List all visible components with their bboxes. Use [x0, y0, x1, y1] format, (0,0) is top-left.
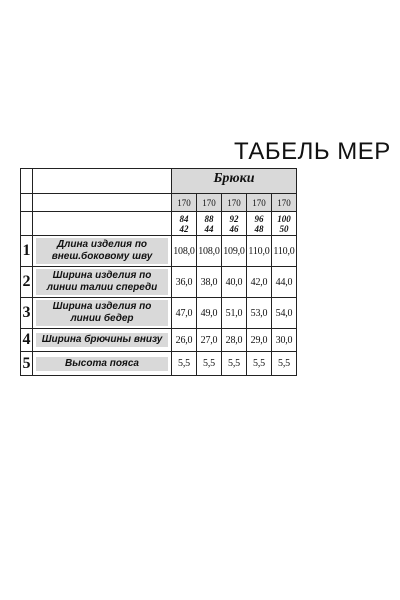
- girth-bottom: 42: [179, 223, 189, 234]
- row-label-line: внеш.боковому шву: [51, 251, 153, 262]
- girth-top: 92: [229, 213, 239, 224]
- value-cell: 28,0: [222, 329, 247, 352]
- row-label-line: Ширина изделия по: [52, 270, 152, 281]
- girth-bottom: 48: [254, 223, 264, 234]
- header-row-product: [21, 169, 297, 194]
- value-cell: 53,0: [247, 298, 272, 329]
- value-cell: 38,0: [197, 267, 222, 298]
- header-blank-cell: [33, 212, 172, 236]
- value-cell: 54,0: [272, 298, 297, 329]
- girth-bottom: 44: [204, 223, 214, 234]
- height-cell: 170: [272, 194, 297, 212]
- row-label-line: линии бедер: [70, 313, 134, 324]
- value-cell: 29,0: [247, 329, 272, 352]
- girth-cell: [197, 212, 222, 236]
- girth-top: 96: [254, 213, 264, 224]
- size-table: [20, 168, 297, 376]
- row-label: [33, 267, 172, 298]
- row-label-line: линии талии спереди: [46, 282, 158, 293]
- product-name: Брюки: [172, 169, 297, 194]
- row-number: 2: [21, 267, 33, 298]
- value-cell: 5,5: [172, 352, 197, 376]
- girth-cell: [272, 212, 297, 236]
- value-cell: 49,0: [197, 298, 222, 329]
- value-cell: 5,5: [272, 352, 297, 376]
- table-row: [21, 298, 297, 329]
- row-number: 3: [21, 298, 33, 329]
- row-label-line: Длина изделия по: [56, 239, 148, 250]
- row-label: [33, 298, 172, 329]
- table-row: [21, 236, 297, 267]
- height-cell: 170: [197, 194, 222, 212]
- value-cell: 27,0: [197, 329, 222, 352]
- girth-cell: [172, 212, 197, 236]
- table-row: [21, 352, 297, 376]
- row-number: 1: [21, 236, 33, 267]
- value-cell: 5,5: [222, 352, 247, 376]
- header-blank-cell: [33, 169, 172, 194]
- value-cell: 5,5: [247, 352, 272, 376]
- girth-cell: [247, 212, 272, 236]
- value-cell: 40,0: [222, 267, 247, 298]
- value-cell: 30,0: [272, 329, 297, 352]
- corner-cell: [21, 194, 33, 212]
- value-cell: 26,0: [172, 329, 197, 352]
- girth-top: 100: [277, 213, 291, 224]
- girth-bottom: 50: [279, 223, 289, 234]
- row-label: [33, 329, 172, 352]
- row-label-line: Ширина брючины внизу: [41, 334, 163, 345]
- value-cell: 110,0: [272, 236, 297, 267]
- girth-cell: [222, 212, 247, 236]
- value-cell: 51,0: [222, 298, 247, 329]
- row-number: 4: [21, 329, 33, 352]
- row-label: [33, 352, 172, 376]
- value-cell: 44,0: [272, 267, 297, 298]
- value-cell: 5,5: [197, 352, 222, 376]
- height-cell: 170: [247, 194, 272, 212]
- table-row: [21, 329, 297, 352]
- value-cell: 110,0: [247, 236, 272, 267]
- value-cell: 108,0: [172, 236, 197, 267]
- height-cell: 170: [172, 194, 197, 212]
- value-cell: 47,0: [172, 298, 197, 329]
- height-cell: 170: [222, 194, 247, 212]
- row-label-line: Высота пояса: [65, 357, 139, 369]
- value-cell: 36,0: [172, 267, 197, 298]
- value-cell: 108,0: [197, 236, 222, 267]
- corner-cell: [21, 169, 33, 194]
- value-cell: 109,0: [222, 236, 247, 267]
- row-label-line: Ширина изделия по: [52, 301, 152, 312]
- corner-cell: [21, 212, 33, 236]
- header-row-girth: [21, 212, 297, 236]
- girth-top: 88: [204, 213, 214, 224]
- girth-bottom: 46: [229, 223, 239, 234]
- header-row-height: [21, 194, 297, 212]
- header-blank-cell: [33, 194, 172, 212]
- row-number: 5: [21, 352, 33, 376]
- page-title: ТАБЕЛЬ МЕР: [234, 138, 391, 165]
- value-cell: 42,0: [247, 267, 272, 298]
- row-label: [33, 236, 172, 267]
- girth-top: 84: [179, 213, 189, 224]
- table-row: [21, 267, 297, 298]
